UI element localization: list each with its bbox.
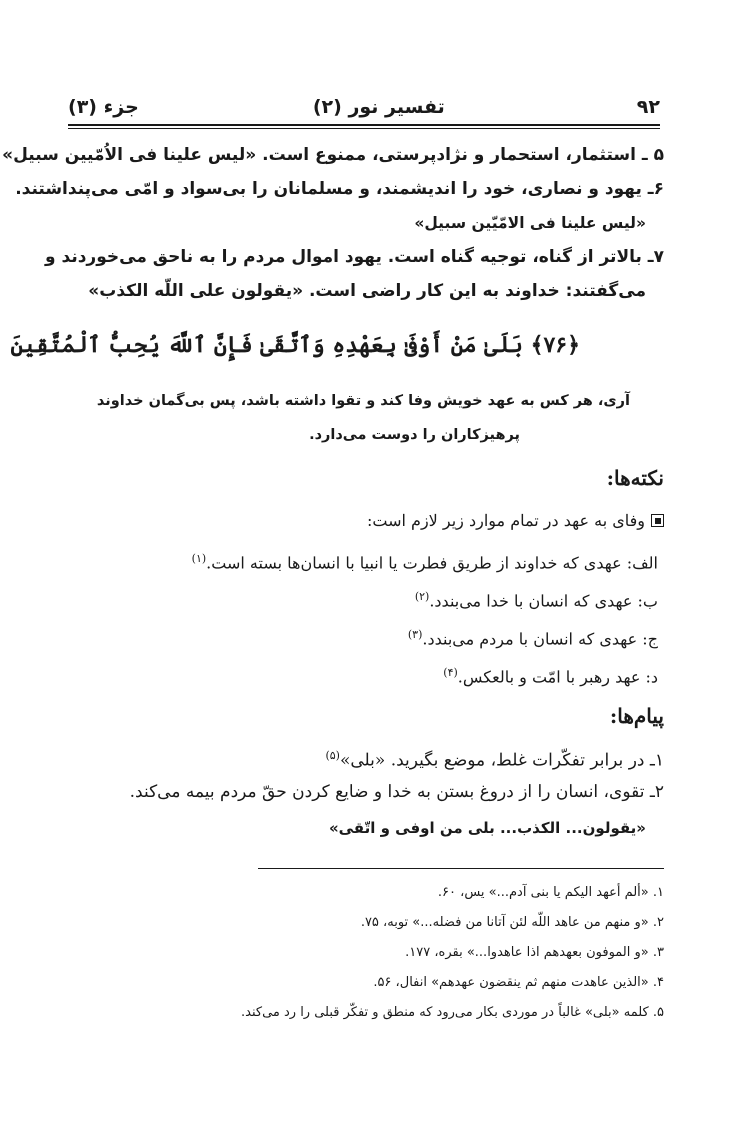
list-item	[60, 774, 664, 810]
footnote: ۵. کلمه «بلی» غالباً در موردی بکار می‌رود که منطق و تفکّر قبلی را رد می‌کند.	[241, 1005, 664, 1020]
message-citation: «یقولون... الکذب... بلی من اوفی و اتّقی»	[328, 819, 646, 837]
footnote-ref: (۱)	[191, 552, 207, 565]
messages-heading: پیام‌ها:	[609, 704, 664, 728]
body-line: «لیس علینا فی الامّیّین سبیل»	[414, 214, 646, 232]
verse-translation	[90, 384, 630, 452]
square-bullet-icon	[651, 514, 664, 527]
notes-intro	[180, 502, 664, 540]
list-item	[180, 654, 664, 692]
body-line: ۶ـ یهود و نصاری، خود را اندیشمند، و مسلمانان را بی‌سواد و امّی می‌پنداشتند.	[15, 179, 664, 199]
footnote-ref: (۵)	[325, 749, 340, 762]
note-text: د: عهد رهبر با امّت و بالعکس.	[457, 667, 658, 687]
notes-list	[180, 502, 664, 692]
list-item	[60, 738, 664, 774]
note-text: ب: عهدی که انسان با خدا می‌بندد.	[429, 591, 658, 611]
translation-line: آری، هر کس به عهد خویش وفا کند و تقوا داشته باشد، پس بی‌گمان خداوند	[96, 393, 630, 409]
footnote-rule	[258, 868, 664, 869]
footnote: ۲. «و منهم من عاهد اللّه لئن آتانا من فضله...» توبه، ۷۵.	[360, 915, 664, 930]
note-text: ج: عهدی که انسان با مردم می‌بندد.	[422, 629, 658, 649]
message-text: ۲ـ تقوی، انسان را از دروغ بستن به خدا و ضایع کردن حقّ مردم بیمه می‌کند.	[129, 782, 664, 802]
notes-intro-text: وفای به عهد در تمام موارد زیر لازم است:	[367, 511, 645, 530]
header-rule-thin	[68, 128, 660, 129]
note-text: الف: عهدی که خداوند از طریق فطرت یا انبیا با انسان‌ها بسته است.	[206, 553, 658, 573]
footnote: ۱. «ألم أعهد الیکم یا بنی آدم...» یس، ۶۰.	[437, 885, 664, 900]
list-item	[180, 540, 664, 578]
quran-verse: ﴿۷۶﴾ بَلَىٰ مَنْ أَوْفَىٰ بِعَهْدِهِ وَٱتَّقَىٰ فَإِنَّ ٱللَّهَ يُحِبُّ ٱلْمُتَّقِينَ	[10, 332, 580, 358]
body-line: ۵ ـ استثمار، استحمار و نژادپرستی، ممنوع است. «لیس علینا فی الاُمّیین سبیل»	[2, 145, 664, 165]
translation-line: پرهیزکاران را دوست می‌دارد.	[309, 427, 520, 443]
footnotes	[100, 878, 664, 1028]
part-label: جزء (۳)	[68, 96, 139, 118]
footnote-ref: (۴)	[443, 666, 458, 679]
list-item	[180, 616, 664, 654]
book-title: تفسیر نور (۲)	[312, 96, 445, 118]
header-rule	[68, 124, 660, 126]
footnote: ۴. «الذین عاهدت منهم ثم ینقضون عهدهم» انفال، ۵۶.	[373, 975, 664, 990]
page-number: ۹۲	[636, 96, 660, 118]
body-line: می‌گفتند: خداوند به این کار راضی است. «یقولون علی اللّه الکذب»	[88, 281, 646, 301]
footnote-ref: (۲)	[414, 590, 430, 603]
list-item	[180, 578, 664, 616]
page-header	[68, 92, 660, 122]
messages-list	[60, 738, 664, 846]
message-text: ۱ـ در برابر تفکّرات غلط، موضع بگیرید. «بلی»	[339, 750, 664, 771]
footnote: ۳. «و الموفون بعهدهم اذا عاهدوا...» بقره، ۱۷۷.	[405, 945, 664, 960]
body-line: ۷ـ بالاتر از گناه، توجیه گناه است. یهود اموال مردم را به ناحق می‌خوردند و	[45, 247, 664, 267]
notes-heading: نکته‌ها:	[606, 466, 664, 490]
footnote-ref: (۳)	[407, 628, 423, 641]
body-text	[2, 138, 664, 308]
